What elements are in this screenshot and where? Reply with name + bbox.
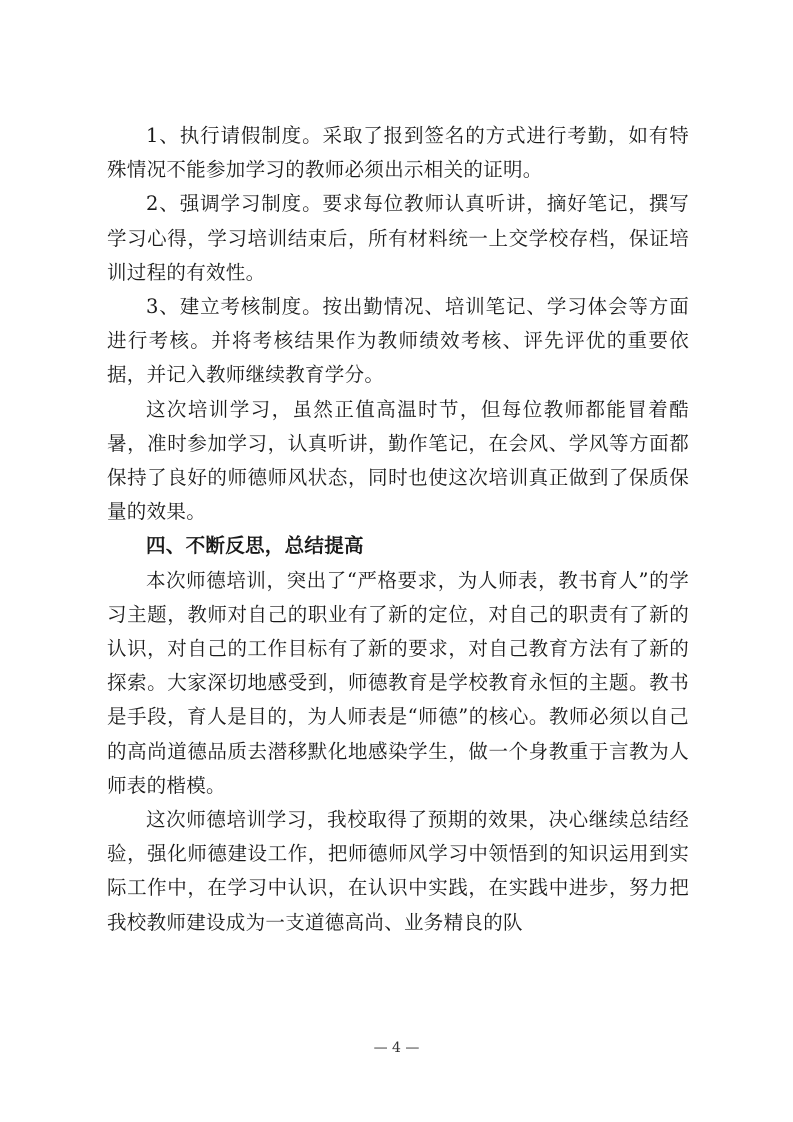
paragraph-leave-policy: 1、执行请假制度。采取了报到签名的方式进行考勤，如有特殊情况不能参加学习的教师必须出示相关的证明。 xyxy=(107,124,689,182)
paragraph-training-theme: 本次师德培训，突出了“严格要求，为人师表，教书育人”的学习主题，教师对自己的职业有了新的定位，对自己的职责有了新的认识，对自己的工作目标有了新的要求，对自己教育方法有了新的探索。大家深切地感受到，师德教育是学校教育永恒的主题。教书是手段，育人是目的，为人师表是“师德”的核心。教师必须以自己的高尚道德品质去潜移默化地感染学生，做一个身教重于言教为人师表的楷模。 xyxy=(107,568,689,797)
page-number: — 4 — xyxy=(373,1040,420,1056)
paragraph-conclusion: 这次师德培训学习，我校取得了预期的效果，决心继续总结经验，强化师德建设工作，把师德师风学习中领悟到的知识运用到实际工作中，在学习中认识，在认识中实践，在实践中进步，努力把我校教师建设成为一支道德高尚、业务精良的队 xyxy=(107,808,689,934)
paragraph-assessment-policy: 3、建立考核制度。按出勤情况、培训笔记、学习体会等方面进行考核。并将考核结果作为教师绩效考核、评先评优的重要依据，并记入教师继续教育学分。 xyxy=(107,295,689,387)
paragraph-study-policy: 2、强调学习制度。要求每位教师认真听讲，摘好笔记，撰写学习心得，学习培训结束后，所有材料统一上交学校存档，保证培训过程的有效性。 xyxy=(107,192,689,284)
section-heading-reflection: 四、不断反思，总结提高 xyxy=(146,534,364,558)
paragraph-training-summary: 这次培训学习，虽然正值高温时节，但每位教师都能冒着酷暑，准时参加学习，认真听讲，勤作笔记，在会风、学风等方面都保持了良好的师德师风状态，同时也使这次培训真正做到了保质保量的效果。 xyxy=(107,397,689,524)
document-body xyxy=(107,119,689,940)
